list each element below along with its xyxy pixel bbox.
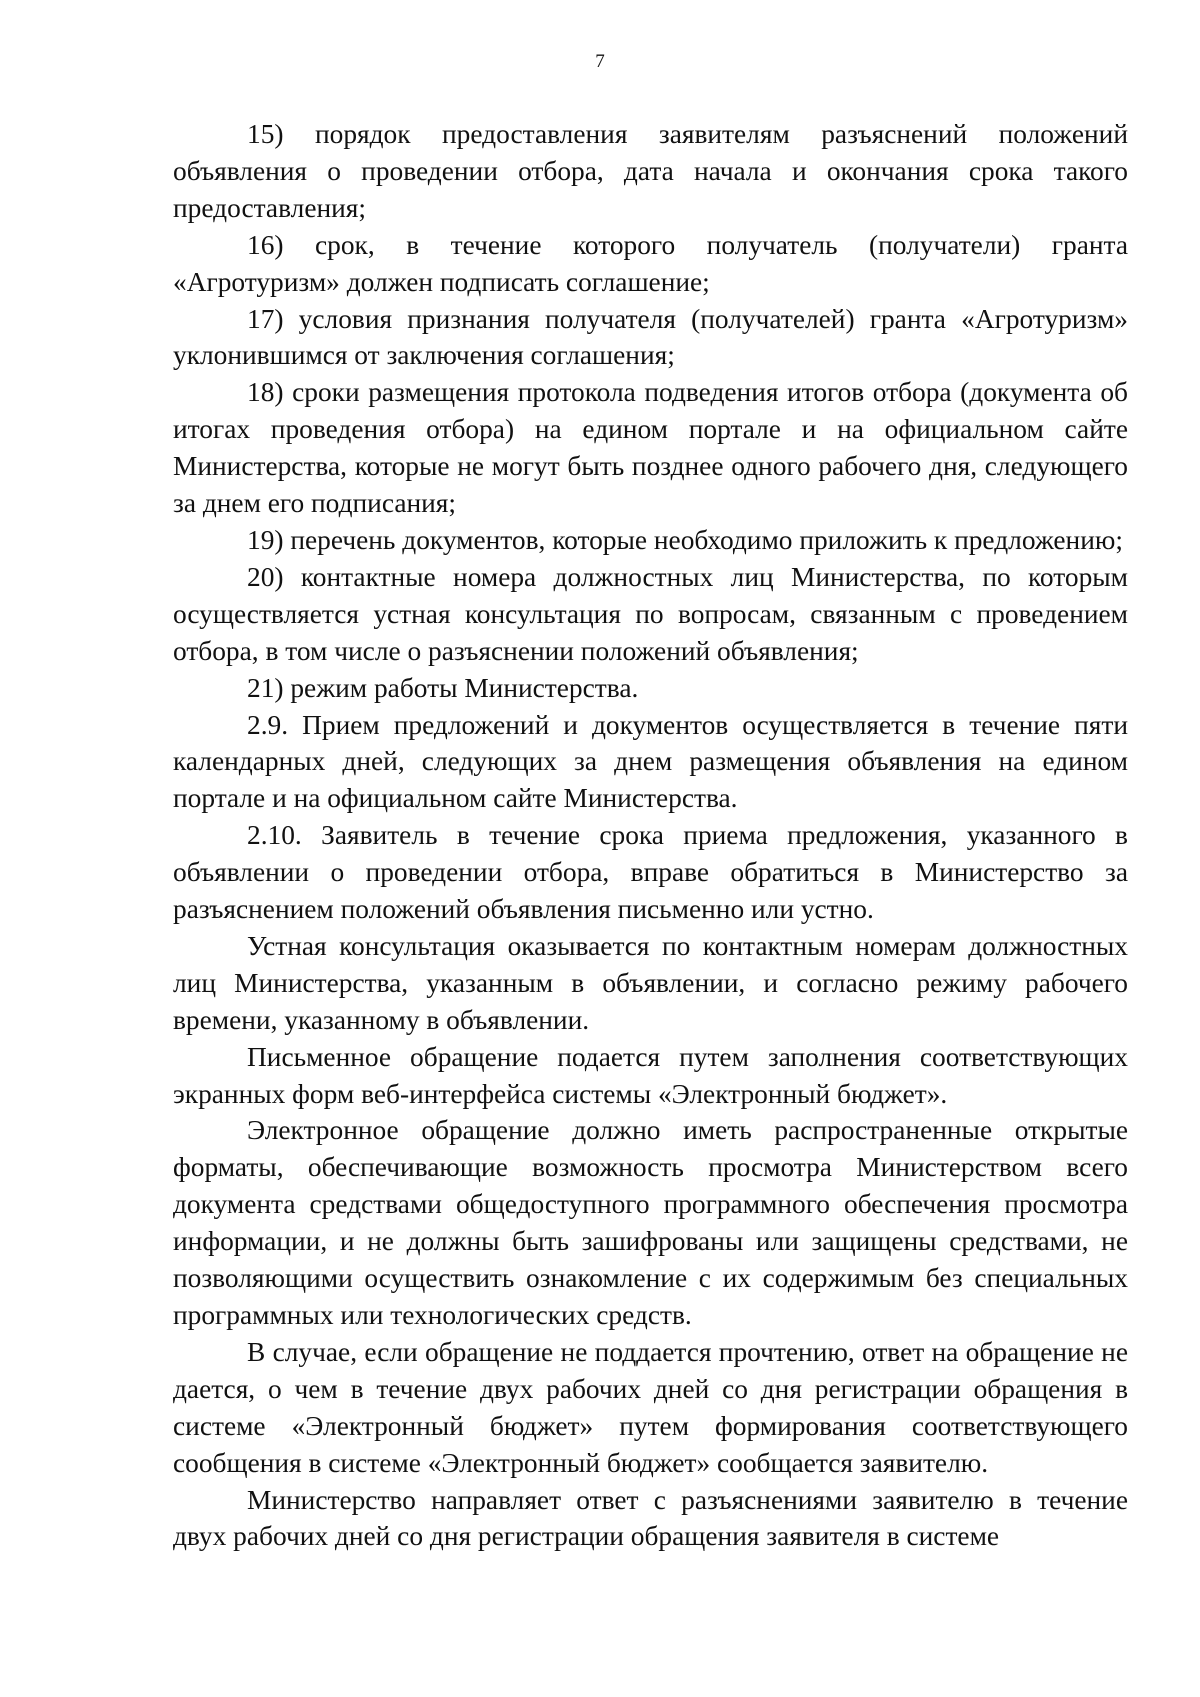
- paragraph-item-21: 21) режим работы Министерства.: [247, 672, 639, 703]
- document-body: [173, 116, 1128, 1555]
- paragraph-item-18: 18) сроки размещения протокола подведения итогов отбора (документа об итогах проведения отбора) на едином портале и на официальном сайте Министерства, которые не могут быть позднее одного рабочего дня, следующего за днем его подписания;: [173, 377, 1128, 519]
- paragraph-unreadable-request: В случае, если обращение не поддается прочтению, ответ на обращение не дается, о чем в течение двух рабочих дней со дня регистрации обращения в системе «Электронный бюджет» путем формирования соответствующего сообщения в системе «Электронный бюджет» сообщается заявителю.: [173, 1336, 1128, 1478]
- paragraph-item-20: 20) контактные номера должностных лиц Министерства, по которым осуществляется устная консультация по вопросам, связанным с проведением отбора, в том числе о разъяснении положений объявления;: [173, 561, 1128, 666]
- paragraph-section-2-10: 2.10. Заявитель в течение срока приема предложения, указанного в объявлении о проведении отбора, вправе обратиться в Министерство за разъяснением положений объявления письменно или устно.: [173, 820, 1128, 925]
- paragraph-electronic-request-format: Электронное обращение должно иметь распространенные открытые форматы, обеспечивающие возможность просмотра Министерством всего документа средствами общедоступного программного обеспечения просмотра информации, и не должны быть зашифрованы или защищены средствами, не позволяющими осуществить ознакомление с их содержимым без специальных программных или технологических средств.: [173, 1115, 1128, 1330]
- paragraph-written-request: Письменное обращение подается путем заполнения соответствующих экранных форм веб-интерфейса системы «Электронный бюджет».: [173, 1041, 1128, 1109]
- paragraph-item-15: 15) порядок предоставления заявителям разъяснений положений объявления о проведении отбора, дата начала и окончания срока такого предоставления;: [173, 119, 1128, 223]
- paragraph-item-17: 17) условия признания получателя (получателей) гранта «Агротуризм» уклонившимся от заключения соглашения;: [173, 303, 1128, 371]
- paragraph-section-2-9: 2.9. Прием предложений и документов осуществляется в течение пяти календарных дней, следующих за днем размещения объявления на едином портале и на официальном сайте Министерства.: [173, 709, 1128, 814]
- page-number: 7: [595, 51, 605, 72]
- paragraph-oral-consultation: Устная консультация оказывается по контактным номерам должностных лиц Министерства, указанным в объявлении, и согласно режиму рабочего времени, указанному в объявлении.: [173, 930, 1128, 1035]
- paragraph-item-19: 19) перечень документов, которые необходимо приложить к предложению;: [247, 524, 1123, 555]
- paragraph-item-16: 16) срок, в течение которого получатель (получатели) гранта «Агротуризм» должен подписать соглашение;: [173, 229, 1128, 297]
- paragraph-ministry-response: Министерство направляет ответ с разъяснениями заявителю в течение двух рабочих дней со дня регистрации обращения заявителя в системе: [173, 1484, 1128, 1552]
